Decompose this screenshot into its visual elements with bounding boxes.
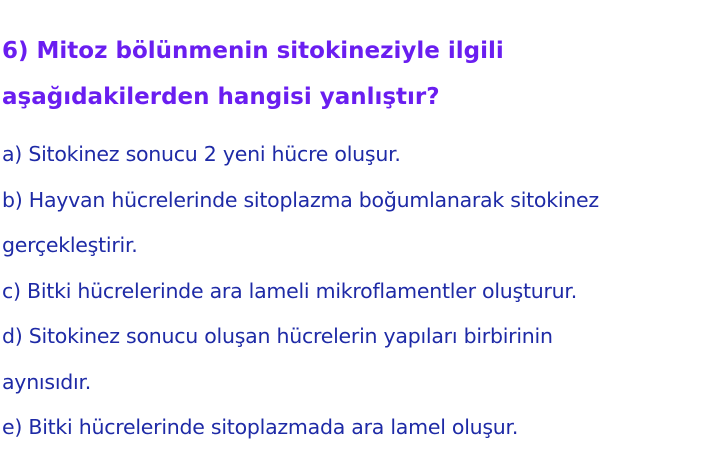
- option-e: e) Bitki hücrelerinde sitoplazmada ara lamel oluşur.: [2, 415, 519, 439]
- question-line-2: aşağıdakilerden hangisi yanlıştır?: [2, 84, 440, 110]
- option-b-line-2: gerçekleştirir.: [2, 233, 138, 257]
- option-a: a) Sitokinez sonucu 2 yeni hücre oluşur.: [2, 142, 401, 166]
- question-line-1: 6) Mitoz bölünmenin sitokineziyle ilgili: [2, 38, 504, 64]
- option-c: c) Bitki hücrelerinde ara lameli mikroflamentler oluşturur.: [2, 278, 577, 303]
- option-b-line-1: b) Hayvan hücrelerinde sitoplazma boğumlanarak sitokinez: [2, 187, 599, 212]
- option-d-line-1: d) Sitokinez sonucu oluşan hücrelerin yapıları birbirinin: [2, 324, 553, 348]
- question-text: [2, 0, 717, 120]
- answer-options: [2, 132, 717, 451]
- option-d-line-2: aynısıdır.: [2, 369, 92, 394]
